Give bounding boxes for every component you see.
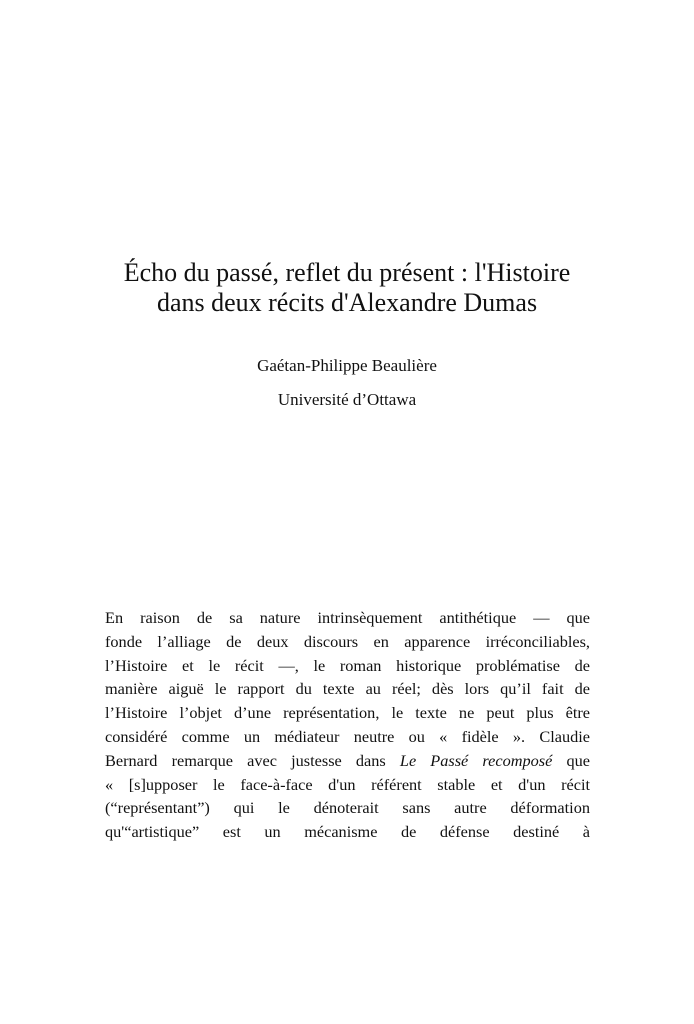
book-title-italic: Le Passé recomposé — [399, 750, 553, 770]
title-line-2: dans deux récits d'Alexandre Dumas — [156, 288, 538, 317]
body-line-with-italic — [105, 749, 590, 773]
body-text-segment: Bernard remarque avec justesse dans — [105, 750, 386, 770]
body-paragraph — [105, 606, 590, 844]
body-line: En raison de sa nature intrinsèquement antithétique — que — [105, 608, 590, 627]
body-line: l’Histoire l’objet d’une représentation, le texte ne peut plus être — [105, 703, 590, 723]
body-line: fonde l’alliage de deux discours en apparence irréconciliables, — [105, 631, 590, 651]
body-line: manière aiguë le rapport du texte au réel; dès lors qu’il fait de — [105, 679, 590, 699]
body-line: « [s]upposer le face-à-face d'un référent stable et d'un récit — [105, 774, 590, 794]
body-line: (“représentant”) qui le dénoterait sans autre déformation — [105, 798, 590, 818]
body-line: considéré comme un médiateur neutre ou « fidèle ». Claudie — [105, 726, 590, 746]
author-name: Gaétan-Philippe Beaulière — [257, 356, 437, 375]
body-line: qu'“artistique” est un mécanisme de défense destiné à — [105, 822, 590, 842]
body-line: l’Histoire et le récit —, le roman historique problématise de — [105, 655, 590, 675]
body-text-segment: que — [566, 750, 590, 770]
article-title — [60, 258, 634, 318]
author-affiliation: Université d’Ottawa — [277, 390, 417, 409]
title-line-1: Écho du passé, reflet du présent : l'Histoire — [123, 258, 571, 287]
